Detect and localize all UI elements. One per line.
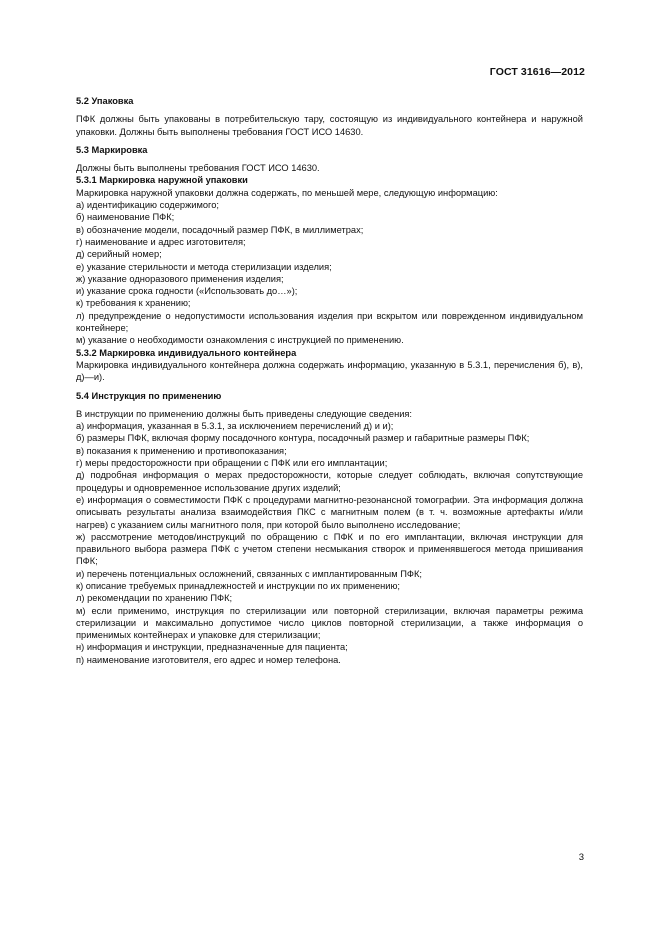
list-item: м) указание о необходимости ознакомления с инструкцией по применению. <box>76 335 404 346</box>
list-item: б) размеры ПФК, включая форму посадочного контура, посадочный размер и габаритные размеры ПФК; <box>76 433 530 444</box>
list-item: а) идентификацию содержимого; <box>76 200 219 211</box>
section-5-3-2-text: Маркировка индивидуального контейнера должна содержать информацию, указанную в 5.3.1, перечисления б), в), д)—и). <box>76 359 583 383</box>
list-item: в) обозначение модели, посадочный размер ПФК, в миллиметрах; <box>76 224 364 235</box>
section-5-4-list <box>76 420 583 666</box>
list-item: н) информация и инструкции, предназначенные для пациента; <box>76 642 348 653</box>
section-5-4-intro: В инструкции по применению должны быть приведены следующие сведения: <box>76 408 413 419</box>
section-5-4-heading: 5.4 Инструкция по применению <box>76 390 222 401</box>
list-item: д) серийный номер; <box>76 249 162 260</box>
list-item: и) перечень потенциальных осложнений, связанных с имплантированным ПФК; <box>76 568 422 579</box>
document-code: ГОСТ 31616—2012 <box>489 66 585 78</box>
section-5-3-1-heading: 5.3.1 Маркировка наружной упаковки <box>76 175 248 186</box>
list-item: в) показания к применению и противопоказания; <box>76 445 287 456</box>
section-5-2-heading: 5.2 Упаковка <box>76 96 134 106</box>
list-item: ж) указание одноразового применения изделия; <box>76 273 284 284</box>
list-item: д) подробная информация о мерах предосторожности, которые следует соблюдать, включая сопутствующие процедуры и одновременное использование других изделий; <box>76 470 583 493</box>
list-item: к) требования к хранению; <box>76 298 191 309</box>
document-body <box>76 95 583 666</box>
list-item: л) рекомендации по хранению ПФК; <box>76 593 233 604</box>
list-item: б) наименование ПФК; <box>76 212 175 223</box>
section-5-3-2-heading: 5.3.2 Маркировка индивидуального контейнера <box>76 347 297 358</box>
list-item: г) наименование и адрес изготовителя; <box>76 236 246 247</box>
page-number: 3 <box>578 852 584 863</box>
list-item: ж) рассмотрение методов/инструкций по обращению с ПФК и по его имплантации, включая инструкции для правильного выбора размера ПФК с учетом степени несмыкания створок и применявшегося метода пришивания ПФК; <box>76 531 583 567</box>
list-item: и) указание срока годности («Использовать до…»); <box>76 286 298 297</box>
section-5-3-1-intro: Маркировка наружной упаковки должна содержать, по меньшей мере, следующую информацию: <box>76 187 498 198</box>
list-item: г) меры предосторожности при обращении с ПФК или его имплантации; <box>76 458 388 469</box>
list-item: к) описание требуемых принадлежностей и инструкции по их применению; <box>76 580 401 591</box>
section-5-3-1-list <box>76 199 583 347</box>
list-item: е) указание стерильности и метода стерилизации изделия; <box>76 261 332 272</box>
list-item: м) если применимо, инструкция по стерилизации или повторной стерилизации, включая параметры режима стерилизации и максимально допустимое число циклов повторной стерилизации, а также информация о применимых контейнерах и упаковке для стерилизации; <box>76 605 583 641</box>
section-5-3-text: Должны быть выполнены требования ГОСТ ИСО 14630. <box>76 163 320 174</box>
section-5-3-heading: 5.3 Маркировка <box>76 144 148 155</box>
list-item: п) наименование изготовителя, его адрес и номер телефона. <box>76 654 341 665</box>
section-5-2-text: ПФК должны быть упакованы в потребительскую тару, состоящую из индивидуального контейнера и наружной упаковки. Должны быть выполнены требования ГОСТ ИСО 14630. <box>76 114 583 137</box>
list-item: а) информация, указанная в 5.3.1, за исключением перечислений д) и и); <box>76 421 394 432</box>
list-item: е) информация о совместимости ПФК с процедурами магнитно-резонансной томографии. Эта информация должна описывать результаты анализа взаимодействия ПКС с магнитным полем (в т. ч. возможные артефакты и/или нагрев) с указанием силы магнитного поля, при которой было выполнено исследование; <box>76 494 583 530</box>
list-item: л) предупреждение о недопустимости использования изделия при вскрытом или поврежденном индивидуальном контейнере; <box>76 310 583 334</box>
